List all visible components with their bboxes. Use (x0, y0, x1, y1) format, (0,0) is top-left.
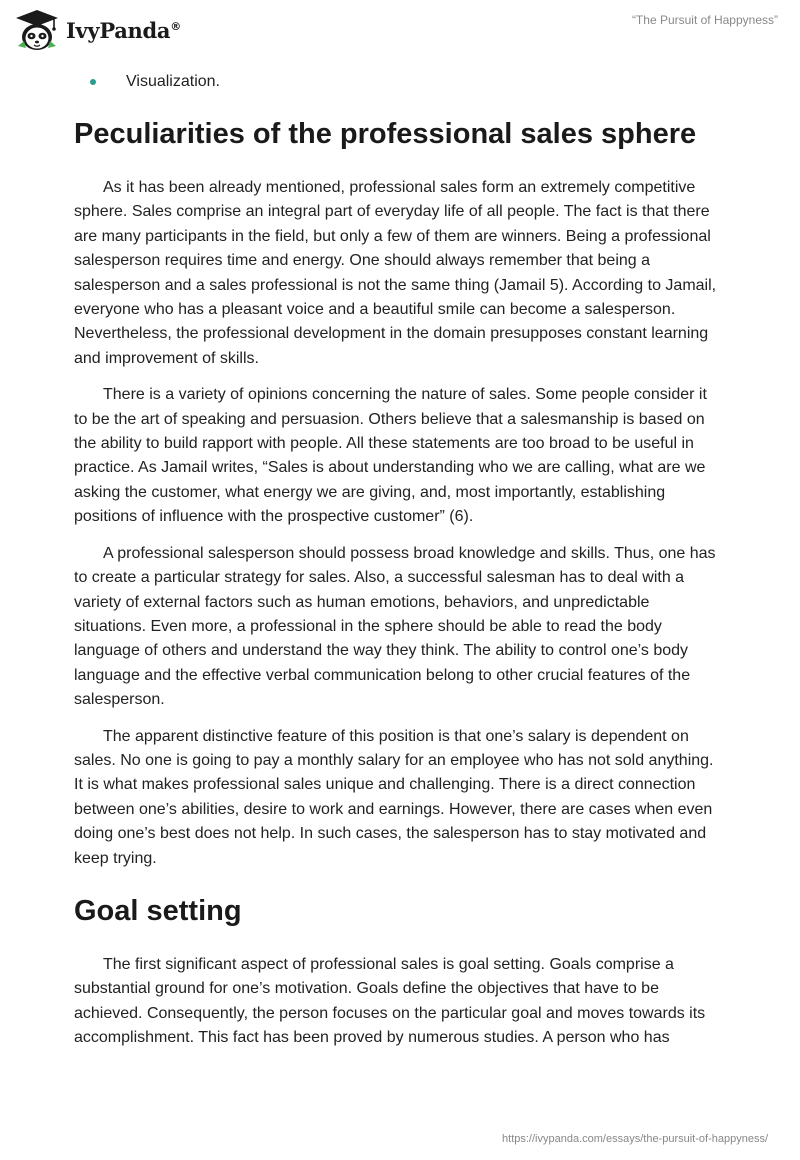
panda-graduate-icon (14, 8, 60, 52)
essay-content (74, 70, 724, 1063)
section-heading: Peculiarities of the professional sales sphere (74, 118, 697, 150)
paragraph: The first significant aspect of professional sales is goal setting. Goals comprise a substantial ground for one’s motivation. Goals define the objectives that have to be achieved. Consequently, the person focuses on the particular goal and moves towards its accomplishment. This fact has been proved by numerous studies. A person who has (74, 955, 706, 1047)
paragraph: There is a variety of opinions concerning the nature of sales. Some people consider it to be the art of speaking and persuasion. Others believe that a salesmanship is based on the ability to build rapport with people. All these statements are too broad to be useful in practice. As Jamail writes, “Sales is about understanding who we are calling, what are we asking the customer, what energy we are giving, and, most importantly, establishing positions of influence with the prospective customer” (6). (74, 386, 707, 526)
ivypanda-logo[interactable] (14, 8, 181, 52)
document-title: “The Pursuit of Happyness” (631, 13, 778, 27)
bullet-icon (90, 79, 96, 85)
section-heading: Goal setting (74, 894, 242, 927)
list-item-text: Visualization. (126, 73, 220, 90)
paragraph: A professional salesperson should possess broad knowledge and skills. Thus, one has to create a particular strategy for sales. Also, a successful salesman has to deal with a variety of external factors such as human emotions, behaviors, and unpredictable situations. Even more, a professional in the sphere should be able to read the body language of others and understand the way they think. The ability to control one’s body language and the effective verbal communication belong to other crucial features of the salesperson. (74, 544, 716, 709)
logo-wordmark: IvyPanda® (66, 17, 181, 43)
paragraph: As it has been already mentioned, professional sales form an extremely competitive sphere. Sales comprise an integral part of everyday life of all people. The fact is that there are many participants in the field, but only a few of them are winners. Being a professional salesperson requires time and energy. One should always remember that being a salesperson and a sales professional is not the same thing (Jamail 5). According to Jamail, everyone who has a pleasant voice and a beautiful smile can become a salesperson. Nevertheless, the professional development in the domain presupposes constant learning and improvement of skills. (74, 179, 717, 367)
page-header (0, 0, 800, 60)
paragraph: The apparent distinctive feature of this position is that one’s salary is dependent on sales. No one is going to pay a monthly salary for an employee who has not sold anything. It is what makes professional sales unique and challenging. There is a direct connection between one’s abilities, desire to work and earnings. However, there are cases when even doing one’s best does not help. In such cases, the salesperson has to stay motivated and keep trying. (74, 727, 714, 867)
list-item (74, 70, 724, 94)
source-url[interactable]: https://ivypanda.com/essays/the-pursuit-of-happyness/ (502, 1133, 768, 1145)
